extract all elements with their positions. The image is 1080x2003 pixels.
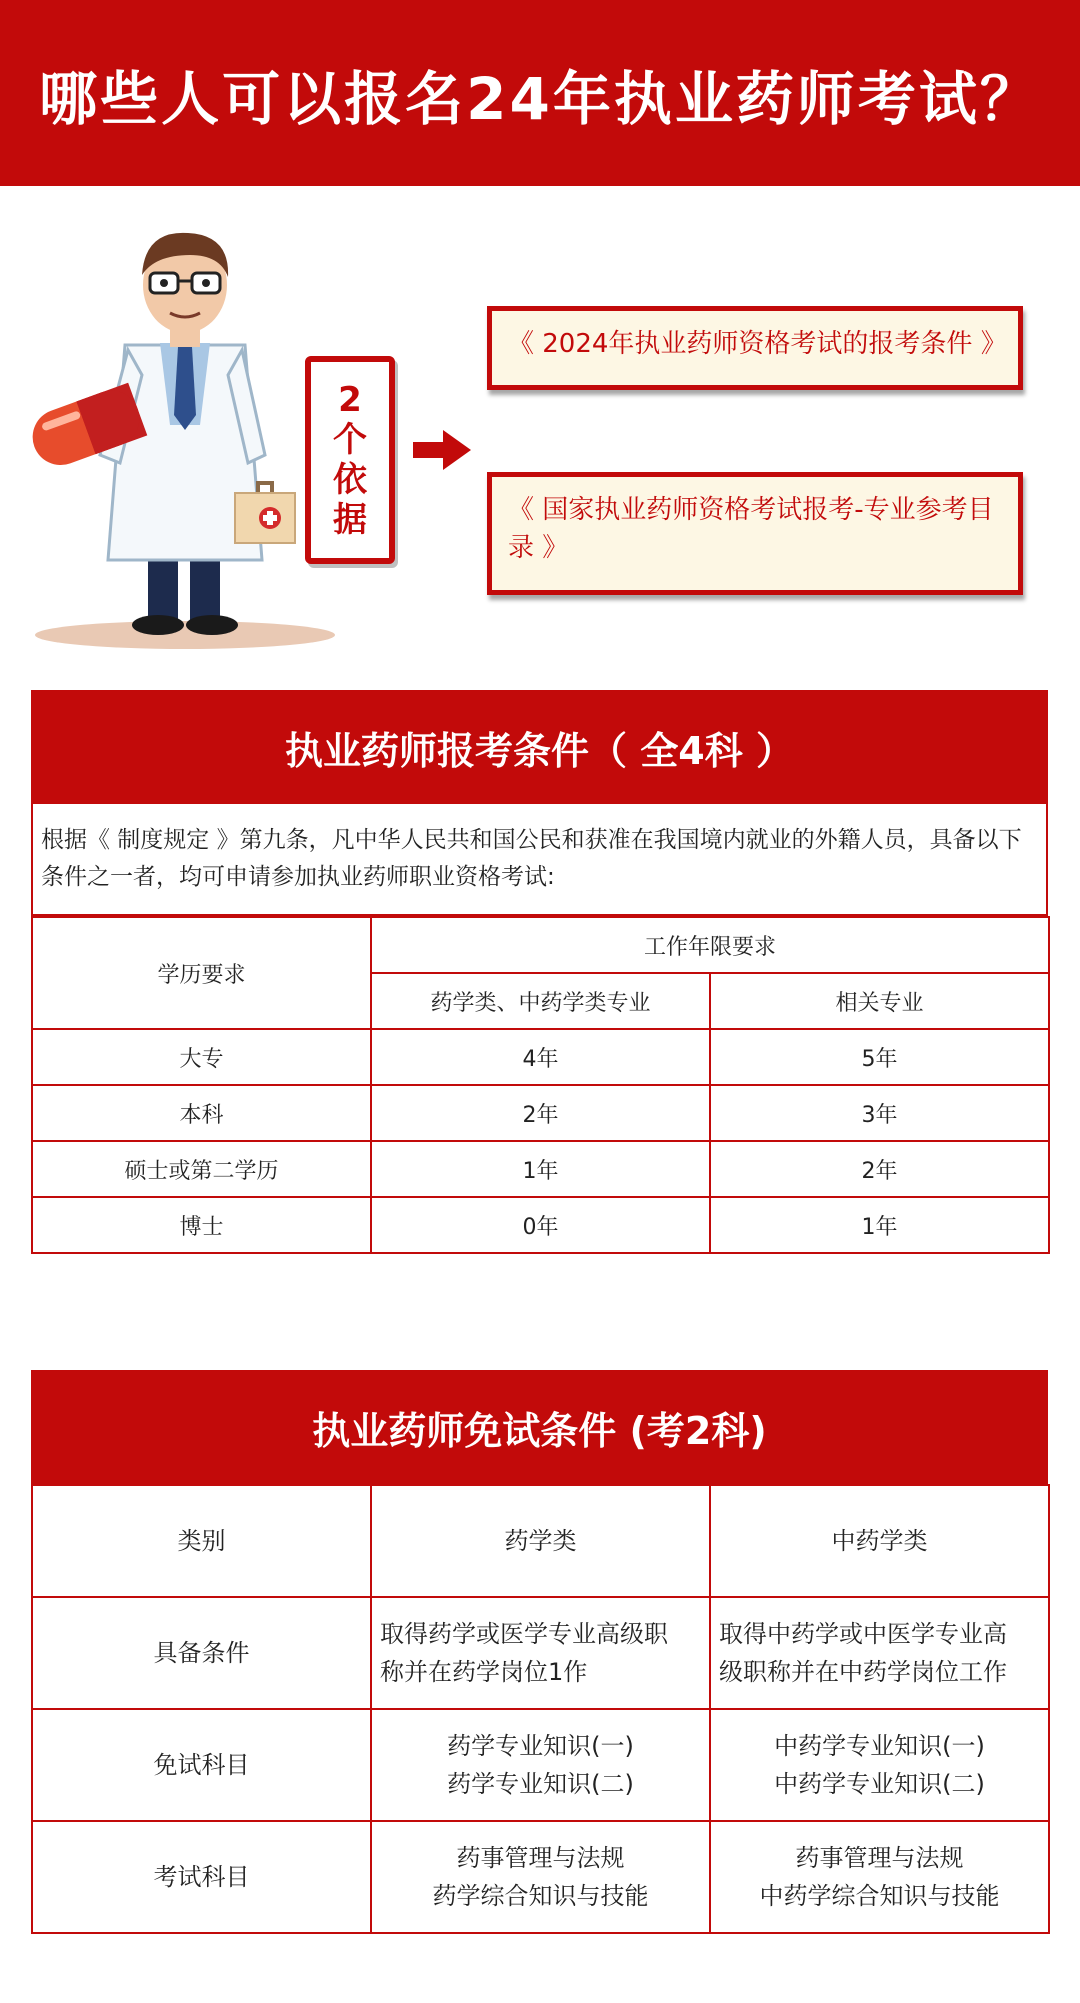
cell-related-years: 3年 [710, 1085, 1049, 1141]
cell-pharm [371, 1821, 710, 1933]
cell-line: 药学专业知识(一) [447, 1732, 634, 1760]
cell-pharm-years: 4年 [371, 1029, 710, 1085]
header-education: 学历要求 [32, 917, 371, 1029]
cell-related-years: 2年 [710, 1141, 1049, 1197]
cell-line: 药学综合知识与技能 [432, 1882, 649, 1910]
header-work-years: 工作年限要求 [371, 917, 1049, 973]
cell-line: 药事管理与法规 [456, 1844, 625, 1872]
cell-pharm-years: 2年 [371, 1085, 710, 1141]
header-category: 类别 [32, 1485, 371, 1597]
section-title-exam-conditions: 执业药师报考条件（ 全4科 ） [31, 690, 1048, 804]
cell-pharm [371, 1597, 710, 1709]
cell-related-years: 5年 [710, 1029, 1049, 1085]
table-row [32, 1197, 1049, 1253]
pharmacist-illustration [30, 225, 350, 655]
medical-kit-icon [235, 483, 295, 543]
table-row [32, 1029, 1049, 1085]
cell-line: 中药学综合知识与技能 [759, 1882, 1000, 1910]
cell-pharm-years: 0年 [371, 1197, 710, 1253]
row-label: 考试科目 [32, 1821, 371, 1933]
cell-education: 博士 [32, 1197, 371, 1253]
header-related-major: 相关专业 [710, 973, 1049, 1029]
exam-conditions-table [31, 916, 1050, 1254]
badge-line: 2 [338, 380, 362, 420]
cell-tcm [710, 1821, 1049, 1933]
cell-education: 硕士或第二学历 [32, 1141, 371, 1197]
reference-box-catalog: 《 国家执业药师资格考试报考-专业参考目录 》 [487, 472, 1023, 595]
cell-education: 大专 [32, 1029, 371, 1085]
header-pharm: 药学类 [371, 1485, 710, 1597]
cell-line: 中药学专业知识(二) [774, 1770, 985, 1798]
cell-related-years: 1年 [710, 1197, 1049, 1253]
cell-pharm [371, 1709, 710, 1821]
cell-education: 本科 [32, 1085, 371, 1141]
table-row [32, 1821, 1049, 1933]
row-label: 具备条件 [32, 1597, 371, 1709]
cell-line: 称并在药学岗位1作 [380, 1658, 588, 1686]
exemption-table [31, 1484, 1050, 1934]
cell-line: 取得药学或医学专业高级职 [380, 1620, 668, 1648]
arrow-right-icon [413, 430, 471, 470]
header-tcm: 中药学类 [710, 1485, 1049, 1597]
table-header-row [32, 1485, 1049, 1597]
reference-box-conditions: 《 2024年执业药师资格考试的报考条件 》 [487, 306, 1023, 390]
cell-line: 中药学专业知识(一) [774, 1732, 985, 1760]
cell-pharm-years: 1年 [371, 1141, 710, 1197]
cell-line: 药学专业知识(二) [447, 1770, 634, 1798]
table-row [32, 1709, 1049, 1821]
cell-line: 药事管理与法规 [795, 1844, 964, 1872]
badge-line: 据 [333, 500, 367, 540]
header-banner [0, 0, 1080, 186]
cell-tcm [710, 1597, 1049, 1709]
badge-line: 依 [333, 460, 367, 500]
header-pharm-major: 药学类、中药学类专业 [371, 973, 710, 1029]
section-intro-text: 根据《 制度规定 》第九条，凡中华人民共和国公民和获准在我国境内就业的外籍人员，具备以下条件之一者，均可申请参加执业药师职业资格考试: [31, 804, 1048, 916]
cell-line: 级职称并在中药学岗位工作 [719, 1658, 1007, 1686]
badge-line: 个 [333, 420, 367, 460]
table-row [32, 1085, 1049, 1141]
table-row [32, 1597, 1049, 1709]
cell-line: 取得中药学或中医学专业高 [719, 1620, 1007, 1648]
table-row [32, 1141, 1049, 1197]
cell-tcm [710, 1709, 1049, 1821]
section-title-exemption: 执业药师免试条件 (考2科) [31, 1370, 1048, 1484]
basis-count-badge [305, 356, 395, 564]
row-label: 免试科目 [32, 1709, 371, 1821]
page-title: 哪些人可以报名24年执业药师考试？ [39, 65, 1041, 133]
